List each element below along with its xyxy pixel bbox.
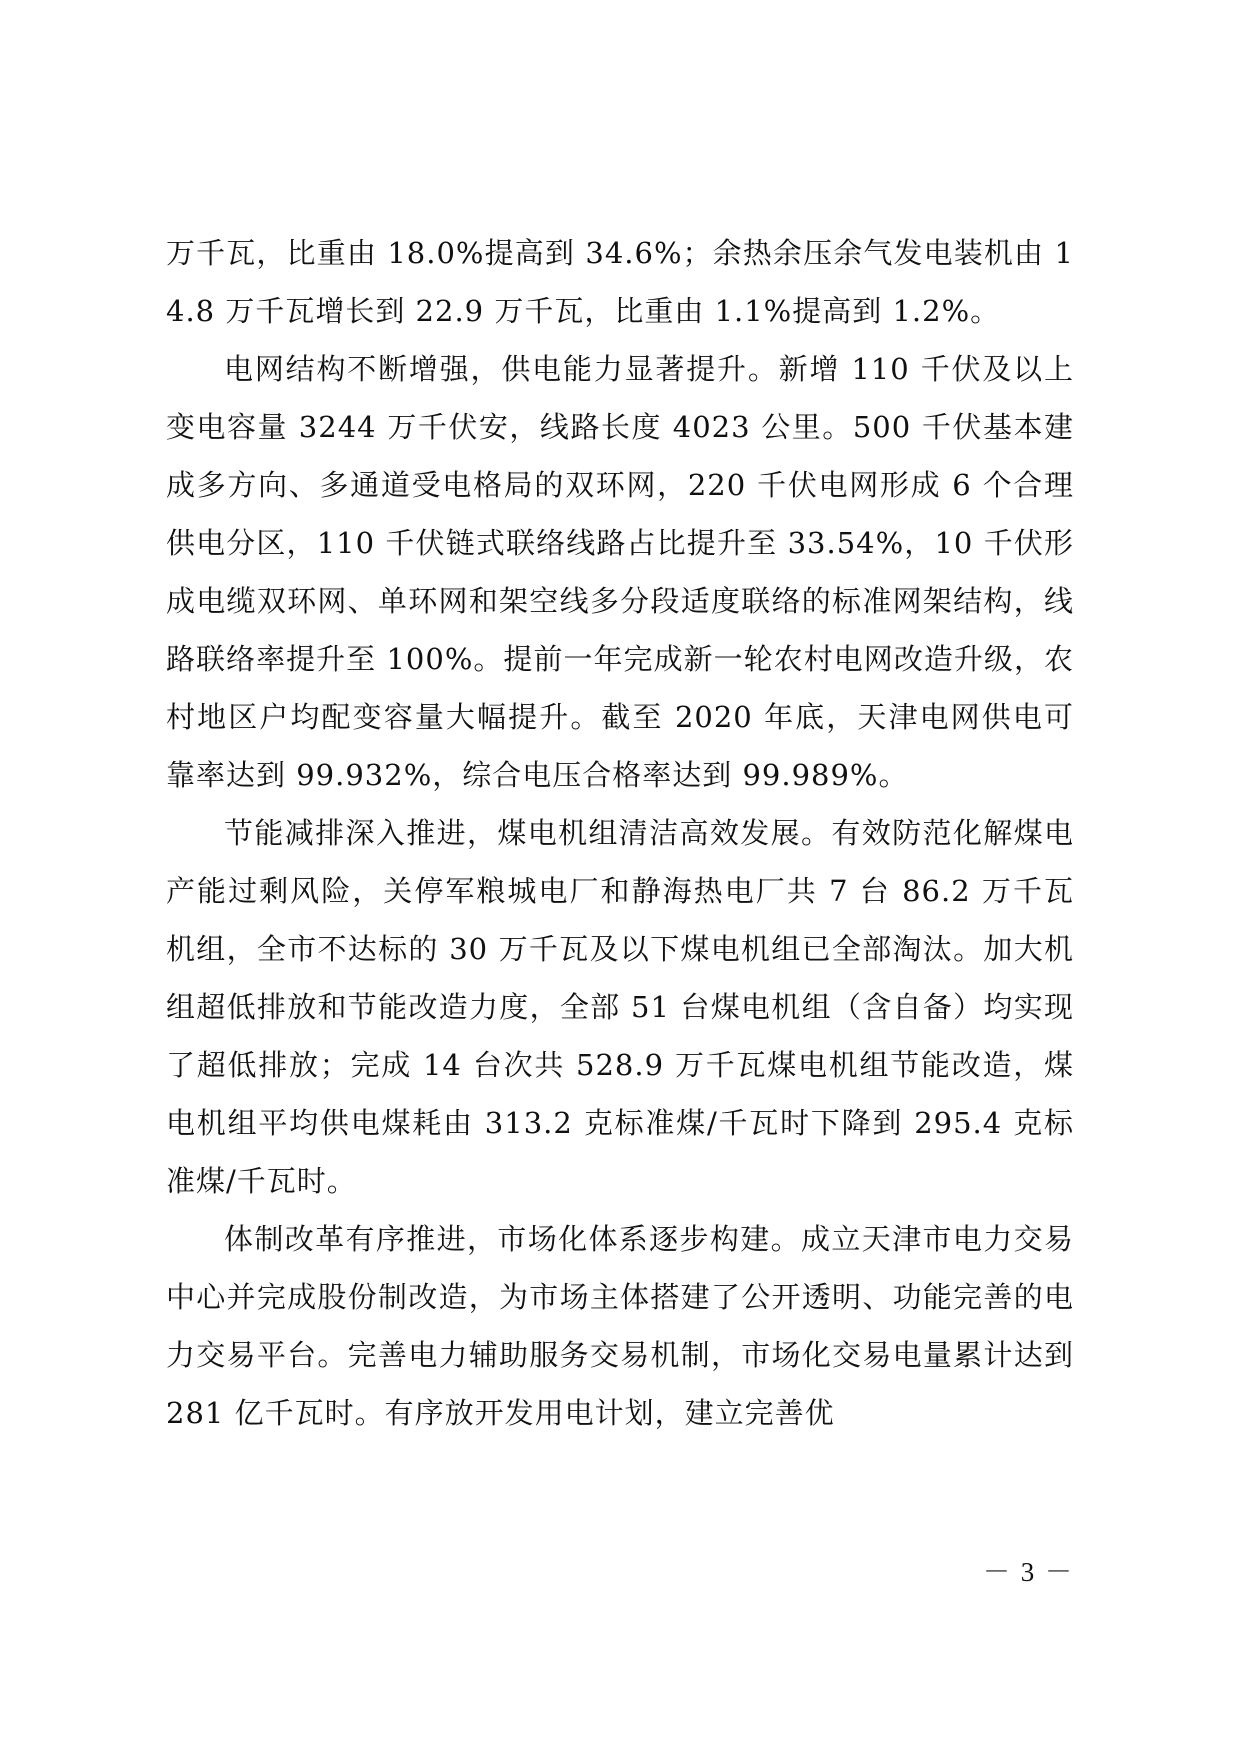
paragraph-power-grid: 电网结构不断增强，供电能力显著提升。新增 110 千伏及以上变电容量 3244 万千伏安，线路长度 4023 公里。500 千伏基本建成多方向、多通道受电格局的双环网，220 千伏电网形成 6 个合理供电分区，110 千伏链式联络线路占比提升至 33.54%，10 千伏形成电缆双环网、单环网和架空线多分段适度联络的标准网架结构，线路联络率提升至 100%。提前一年完成新一轮农村电网改造升级，农村地区户均配变容量大幅提升。截至 2020 年底，天津电网供电可靠率达到 99.932%，综合电压合格率达到 99.989%。 (166, 352, 1074, 792)
paragraph-continuation: 万千瓦，比重由 18.0%提高到 34.6%；余热余压余气发电装机由 14.8 万千瓦增长到 22.9 万千瓦，比重由 1.1%提高到 1.2%。 (166, 236, 1074, 328)
body-text (166, 224, 1074, 1442)
paragraph-energy-saving: 节能减排深入推进，煤电机组清洁高效发展。有效防范化解煤电产能过剩风险，关停军粮城电厂和静海热电厂共 7 台 86.2 万千瓦机组，全市不达标的 30 万千瓦及以下煤电机组已全部淘汰。加大机组超低排放和节能改造力度，全部 51 台煤电机组（含自备）均实现了超低排放；完成 14 台次共 528.9 万千瓦煤电机组节能改造，煤电机组平均供电煤耗由 313.2 克标准煤/千瓦时下降到 295.4 克标准煤/千瓦时。 (166, 816, 1074, 1198)
paragraph-market-reform: 体制改革有序推进，市场化体系逐步构建。成立天津市电力交易中心并完成股份制改造，为市场主体搭建了公开透明、功能完善的电力交易平台。完善电力辅助服务交易机制，市场化交易电量累计达到 281 亿千瓦时。有序放开发用电计划，建立完善优 (166, 1222, 1074, 1430)
page-number: － 3 － (983, 1557, 1074, 1587)
